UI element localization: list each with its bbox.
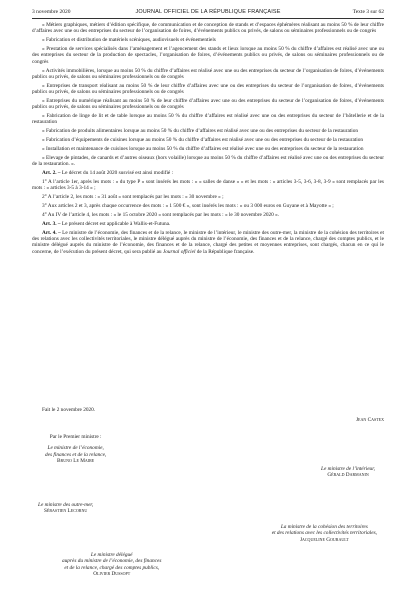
paragraph: « Entreprises de transport réalisant au moins 50 % de leur chiffre d’affaires avec une ou des entreprises du secteur de l’organisation de foires, d’événements publics ou privés, de salons ou séminaires professionnels ou de congrès [32, 82, 384, 96]
signature-territories: La ministre de la cohésion des territoires et des relations avec les collectivités territoriales, Jacqueline Gourault [271, 524, 377, 543]
paragraph: « Fabrication de linge de lit et de table lorsque au moins 50 % du chiffre d’affaires est réalisé avec une ou des entreprises du secteur de l’hôtellerie et de la restauration [32, 113, 384, 126]
page-header [32, 9, 384, 18]
header-text-ref: Texte 3 sur 62 [352, 9, 384, 15]
paragraph: « Elevage de pintades, de canards et d’autres oiseaux (hors volaille) lorsque au moins 50 % du chiffre d’affaires est réalisé avec une ou des entreprises du secteur de la restauration. ». [32, 154, 384, 168]
signature-economy: Par le Premier ministre : Le ministre de l’économie, des finances et de la relance, Bruno Le Maire [45, 434, 107, 464]
article-4: Art. 4. – Le ministre de l’économie, des finances et de la relance, le ministre de l’intérieur, le ministre des outre-mer, la ministre de la cohésion des territoires et des relations avec les collectivités territoriales, le ministre délégué auprès du ministre de l’économie, des finances et de la relance, chargé des comptes publics, et le ministre délégué auprès du ministre de l’économie, des finances et de la relance, chargé des petites et moyennes entreprises, sont chargés, chacun en ce qui le concerne, de l’exécution du présent décret, qui sera publié au Journal officiel de la République française. [32, 229, 384, 255]
article-3: Art. 3. – Le présent décret est applicable à Wallis-et-Futuna. [42, 220, 171, 227]
paragraph: « Installation et maintenance de cuisines lorsque au moins 50 % du chiffre d’affaires est réalisé avec une ou des entreprises du secteur de la restauration [42, 146, 364, 153]
paragraph: 4° Au IV de l’article 4, les mots : « le 15 octobre 2020 » sont remplacés par les mots : « le 30 novembre 2020 ». [42, 212, 280, 219]
signature-delegate-minister: Le ministre délégué auprès du ministre de l’économie, des finances et de la relance, chargé des comptes publics, Olivier Dussopt [62, 552, 162, 577]
prime-minister-signature: Jean Castex [355, 417, 384, 423]
journal-title: JOURNAL OFFICIEL DE LA RÉPUBLIQUE FRANÇAISE [135, 9, 281, 15]
decree-body [32, 22, 384, 258]
article-label: Art. 2. – [42, 170, 61, 177]
header-divider [32, 18, 384, 19]
article-label: Art. 4. – [42, 229, 61, 236]
signature-interior: Le ministre de l’intérieur, Gérald Darmanin [321, 466, 375, 479]
paragraph: 1° A l’article 1er, après les mots : « du type P » sont insérés les mots : « « salles de danse » » et les mots : « articles 3-5, 3-6, 3-8, 3-9 » sont remplacés par les mots : « articles 3-5 à 3-14 » ; [32, 179, 384, 192]
header-date: 3 novembre 2020 [32, 9, 71, 15]
paragraph: « Métiers graphiques, métiers d’édition spécifique, de communication et de conception de stands et d’espaces éphémères réalisant au moins 50 % de leur chiffre d’affaires avec une ou des entreprises du secteur de l’organisation de foires, d’événements publics ou privés, de salons ou séminaires professionnels ou de congrès [32, 22, 384, 35]
paragraph: 2° A l’article 2, les mots : « 31 août » sont remplacés par les mots : « 30 novembre » ; [42, 194, 224, 201]
paragraph: « Fabrication d’équipements de cuisines lorsque au moins 50 % du chiffre d’affaires est réalisé avec une ou des entreprises du secteur de la restauration [42, 137, 364, 144]
article-2: Art. 2. – Le décret du 14 août 2020 susvisé est ainsi modifié : [42, 170, 174, 177]
paragraph: « Fabrication et distribution de matériels scéniques, audiovisuels et événementiels [42, 37, 216, 44]
paragraph: « Fabrication de produits alimentaires lorsque au moins 50 % du chiffre d’affaires est réalisé avec une ou des entreprises du secteur de la restauration [42, 128, 359, 135]
paragraph: « Prestation de services spécialisés dans l’aménagement et l’agencement des stands et lieux lorsque au moins 50 % du chiffre d’affaires est réalisé avec une ou des entreprises du secteur de la production de spectacles, l’organisation de foires, d’événements publics ou privés, de salons ou séminaires professionnels ou de congrès [32, 46, 384, 65]
article-label: Art. 3. – [42, 220, 61, 227]
paragraph: 3° Aux articles 2 et 3, après chaque occurrence des mots : « 1 500 € », sont insérés les mots : « ou 3 000 euros en Guyane et à Mayotte » ; [42, 203, 334, 210]
paragraph: « Activités immobilières, lorsque au moins 50 % du chiffre d’affaires est réalisé avec une ou des entreprises du secteur de l’organisation de foires, d’événements publics ou privés, de salons ou séminaires professionnels ou de congrès [32, 67, 384, 80]
closing-date: Fait le 2 novembre 2020. [42, 407, 96, 413]
paragraph: « Entreprises du numérique réalisant au moins 50 % de leur chiffre d’affaires avec une ou des entreprises du secteur de l’organisation de foires, d’événements publics ou privés, de salons ou séminaires professionnels ou de congrès [32, 97, 384, 111]
signature-overseas: Le ministre des outre-mer, Sébastien Lecornu [38, 502, 94, 515]
